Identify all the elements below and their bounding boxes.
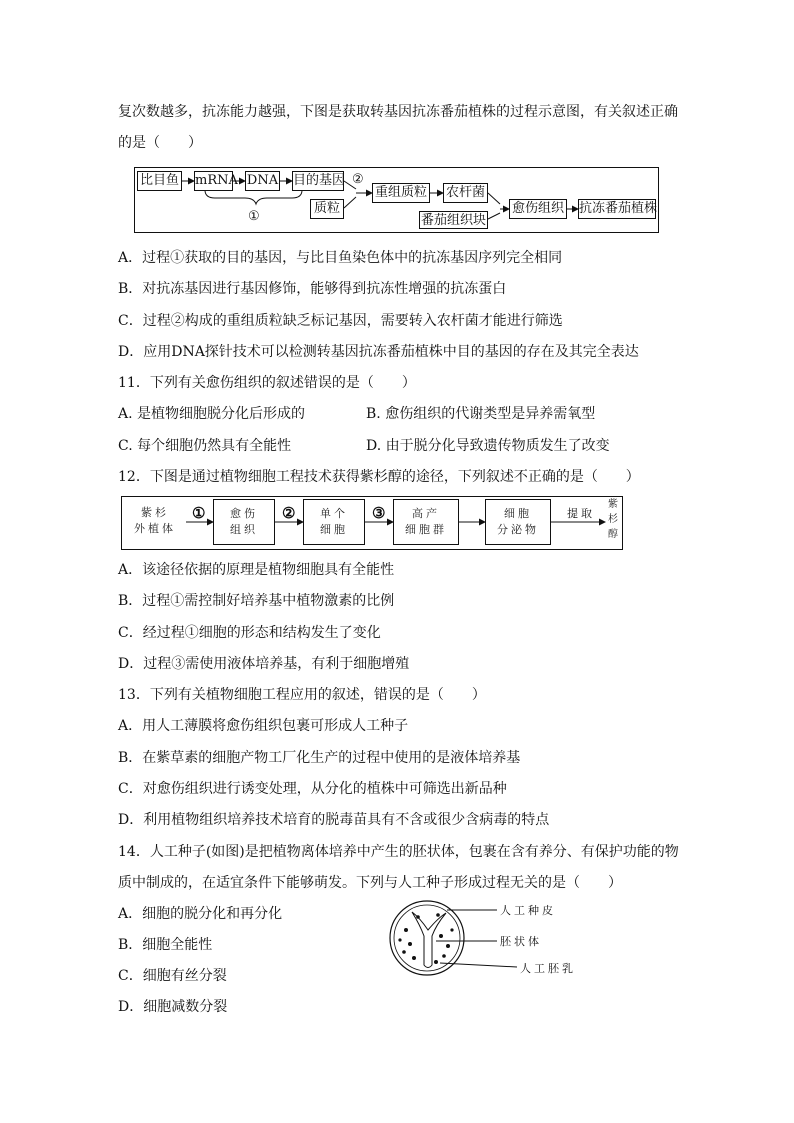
q11-option-d: D. 由于脱分化导致遗传物质发生了改变: [366, 438, 610, 454]
node-callus: 愈伤组织: [509, 199, 567, 219]
q12-option-c: C．经过程①细胞的形态和结构发生了变化: [118, 625, 381, 641]
q11-option-c: C. 每个细胞仍然具有全能性: [118, 438, 292, 454]
node-frost-plant: 抗冻番茄植株: [578, 199, 656, 219]
box-secretion-line2: 分泌物: [497, 523, 539, 536]
q12-option-b: B．过程①需控制好培养基中植物激素的比例: [118, 593, 395, 609]
q13-option-c: C．对愈伤组织进行诱变处理，从分化的植株中可筛选出新品种: [118, 781, 507, 797]
node-plasmid: 质粒: [310, 199, 344, 219]
q13-option-b: B．在紫草素的细胞产物工厂化生产的过程中使用的是液体培养基: [118, 750, 521, 766]
q11-option-b: B. 愈伤组织的代谢类型是异养需氧型: [366, 406, 596, 422]
taxol-char3: 醇: [608, 529, 618, 540]
node-dna: DNA: [245, 171, 280, 191]
taxol-char1: 紫: [608, 499, 618, 510]
box-callus-line1: 愈伤: [230, 507, 258, 520]
label-q12-step3: ③: [372, 504, 386, 522]
box-secretion-line1: 细胞: [504, 507, 532, 520]
label-extract: 提取: [567, 507, 595, 520]
box-single-cell-line2: 细胞: [320, 523, 348, 536]
label-embryoid: 胚状体: [500, 935, 542, 948]
node-target-gene: 目的基因: [292, 171, 344, 191]
box-high-yield-line2: 细胞群: [405, 523, 447, 536]
q10-stem-line2: 的是（ ）: [118, 135, 202, 151]
node-tomato-tissue: 番茄组织块: [420, 213, 486, 228]
q12-stem: 12．下图是通过植物细胞工程技术获得紫杉醇的途径，下列叙述不正确的是（ ）: [118, 469, 640, 485]
label-q12-step1: ①: [192, 504, 206, 522]
label-artificial-seed-coat: 人工种皮: [500, 904, 556, 917]
q14-option-c: C．细胞有丝分裂: [118, 968, 227, 984]
q12-option-a: A．该途径依据的原理是植物细胞具有全能性: [118, 562, 395, 578]
label-artificial-endosperm: 人工胚乳: [520, 962, 576, 975]
q10-stem-line1: 复次数越多，抗冻能力越强，下图是获取转基因抗冻番茄植株的过程示意图，有关叙述正确: [118, 104, 678, 120]
box-callus-line2: 组织: [230, 523, 258, 536]
q10-option-d: D．应用DNA探针技术可以检测转基因抗冻番茄植株中目的基因的存在及其完全表达: [118, 344, 639, 360]
q11-stem: 11．下列有关愈伤组织的叙述错误的是（ ）: [118, 375, 416, 391]
q13-option-a: A．用人工薄膜将愈伤组织包裹可形成人工种子: [118, 718, 409, 734]
label-step1: ①: [248, 209, 260, 224]
label-step2: ②: [352, 172, 364, 187]
q14-option-a: A．细胞的脱分化和再分化: [118, 906, 283, 922]
node-agrobacterium: 农杆菌: [443, 183, 488, 203]
q14-option-d: D．细胞减数分裂: [118, 999, 228, 1015]
box-single-cell-line1: 单个: [320, 507, 348, 520]
q10-option-a: A．过程①获取的目的基因，与比目鱼染色体中的抗冻基因序列完全相同: [118, 250, 563, 266]
q10-option-c: C．过程②构成的重组质粒缺乏标记基因，需要转入农杆菌才能进行筛选: [118, 313, 563, 329]
q13-stem: 13．下列有关植物细胞工程应用的叙述，错误的是（ ）: [118, 687, 486, 703]
q11-option-a: A. 是植物细胞脱分化后形成的: [118, 406, 306, 422]
node-mrna: mRNA: [194, 171, 233, 191]
q13-option-d: D．利用植物组织培养技术培育的脱毒苗具有不含或很少含病毒的特点: [118, 812, 550, 828]
q14-stem-line1: 14．人工种子(如图)是把植物离体培养中产生的胚状体，包裹在含有养分、有保护功能的物: [118, 844, 679, 860]
q12-option-d: D．过程③需使用液体培养基，有利于细胞增殖: [118, 656, 410, 672]
node-fish: 比目鱼: [137, 171, 182, 191]
box-high-yield-line1: 高产: [412, 507, 440, 520]
label-q12-step2: ②: [282, 504, 296, 522]
q14-option-b: B．细胞全能性: [118, 937, 213, 953]
node-recombinant-plasmid: 重组质粒: [372, 183, 430, 203]
q10-option-b: B．对抗冻基因进行基因修饰，能够得到抗冻性增强的抗冻蛋白: [118, 281, 507, 297]
box-explant-line1: 紫杉: [141, 506, 169, 519]
q14-stem-line2: 质中制成的，在适宜条件下能够萌发。下列与人工种子形成过程无关的是（ ）: [118, 875, 622, 891]
box-explant-line2: 外植体: [134, 522, 176, 535]
taxol-char2: 杉: [608, 514, 618, 525]
